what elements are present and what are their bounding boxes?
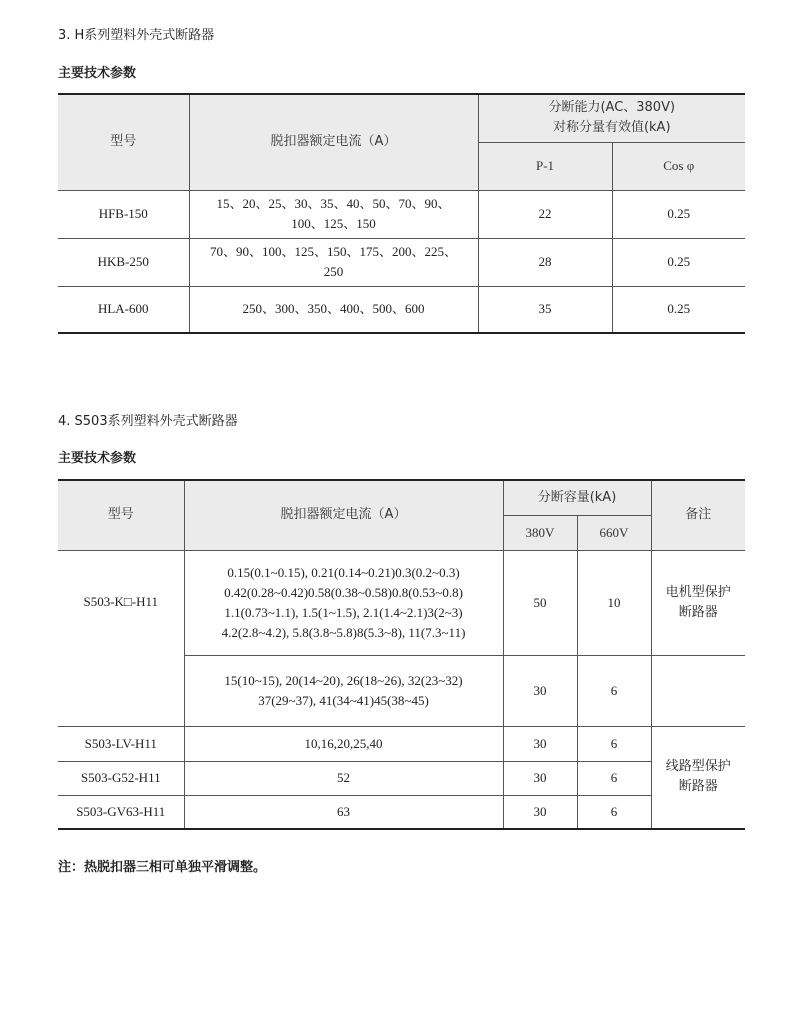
- table-row: [58, 795, 745, 829]
- col-cos-header: Cos φ: [612, 142, 745, 190]
- col-capacity-header: 分断容量(kA): [503, 480, 651, 515]
- section3-title: 3. H系列塑料外壳式断路器: [58, 28, 215, 43]
- current-cell: 10,16,20,25,40: [184, 726, 503, 761]
- breaking-header-line2: 对称分量有效值(kA): [552, 120, 671, 136]
- col-current-header: 脱扣器额定电流（A）: [189, 94, 478, 190]
- col-380v-header: 380V: [503, 515, 577, 550]
- remark-line: 线路型保护: [665, 759, 731, 775]
- col-current-header: 脱扣器额定电流（A）: [184, 480, 503, 550]
- remark-cell-empty: [651, 655, 745, 726]
- col-remark-header: 备注: [651, 480, 745, 550]
- p1-cell: 28: [478, 238, 612, 286]
- current-line: 15、20、25、30、35、40、50、70、90、: [216, 196, 451, 211]
- col-breaking-header: [478, 94, 745, 142]
- cos-cell: 0.25: [667, 301, 691, 317]
- col-model-header: 型号: [58, 480, 184, 550]
- table-row: [58, 286, 745, 333]
- remark-line: 电机型保护: [665, 584, 731, 600]
- current-line: 100、125、150: [291, 216, 376, 231]
- cos-cell: 0.25: [612, 190, 745, 238]
- current-line: 250: [323, 264, 344, 279]
- section3-subtitle: 主要技术参数: [58, 66, 137, 81]
- section4-title: 4. S503系列塑料外壳式断路器: [58, 414, 238, 429]
- s503-series-table: [58, 479, 745, 830]
- breaking-header-line1: 分断能力(AC、380V): [548, 100, 676, 116]
- current-line: 70、90、100、125、150、175、200、225、: [209, 244, 457, 259]
- table-row: [58, 550, 745, 655]
- v660-cell: 6: [577, 655, 651, 726]
- current-cell: 63: [184, 795, 503, 829]
- current-cell: 250、300、350、400、500、600: [189, 286, 478, 333]
- v380-cell: 50: [503, 550, 577, 655]
- v660-cell: 6: [577, 761, 651, 795]
- current-line: 37(29~37), 41(34~41)45(38~45): [258, 692, 429, 708]
- col-model-header: 型号: [58, 94, 189, 190]
- current-cell: [184, 655, 503, 726]
- model-cell: S503-GV63-H11: [58, 795, 184, 829]
- current-cell: [189, 238, 478, 286]
- current-line: 1.1(0.73~1.1), 1.5(1~1.5), 2.1(1.4~2.1)3(2~3): [224, 604, 463, 620]
- cos-cell: 0.25: [612, 238, 745, 286]
- table-row: [58, 761, 745, 795]
- model-cell: HKB-250: [58, 238, 189, 286]
- model-cell: S503-G52-H11: [58, 761, 184, 795]
- v380-cell: 30: [503, 726, 577, 761]
- p1-cell: 22: [478, 190, 612, 238]
- current-cell: [184, 550, 503, 655]
- model-cell: HLA-600: [58, 286, 189, 333]
- table-row: [58, 726, 745, 761]
- v660-cell: 6: [577, 795, 651, 829]
- model-cell: S503-LV-H11: [58, 726, 184, 761]
- v660-cell: 6: [577, 726, 651, 761]
- current-line: 4.2(2.8~4.2), 5.8(3.8~5.8)8(5.3~8), 11(7.3~11): [221, 624, 466, 640]
- col-660v-header: 660V: [577, 515, 651, 550]
- current-line: 0.15(0.1~0.15), 0.21(0.14~0.21)0.3(0.2~0.3): [227, 564, 460, 580]
- remark-cell: [651, 550, 745, 655]
- col-p1-header: P-1: [478, 142, 612, 190]
- remark-cell: [651, 726, 745, 829]
- model-cell: HFB-150: [58, 190, 189, 238]
- model-cell: S503-K□-H11: [58, 550, 184, 726]
- v380-cell: 30: [503, 761, 577, 795]
- v380-cell: 30: [503, 795, 577, 829]
- remark-line: 断路器: [678, 779, 718, 795]
- table-row: [58, 238, 745, 286]
- v380-cell: 30: [503, 655, 577, 726]
- remark-line: 断路器: [678, 604, 718, 620]
- section4-subtitle: 主要技术参数: [58, 451, 137, 466]
- table-row: [58, 190, 745, 238]
- footnote: 注：热脱扣器三相可单独平滑调整。: [58, 860, 267, 875]
- current-cell: 52: [184, 761, 503, 795]
- current-cell: [189, 190, 478, 238]
- h-series-table: [58, 93, 745, 334]
- p1-cell: 35: [478, 286, 612, 333]
- current-line: 0.42(0.28~0.42)0.58(0.38~0.58)0.8(0.53~0.8): [224, 584, 463, 600]
- v660-cell: 10: [577, 550, 651, 655]
- current-line: 15(10~15), 20(14~20), 26(18~26), 32(23~32): [224, 672, 463, 688]
